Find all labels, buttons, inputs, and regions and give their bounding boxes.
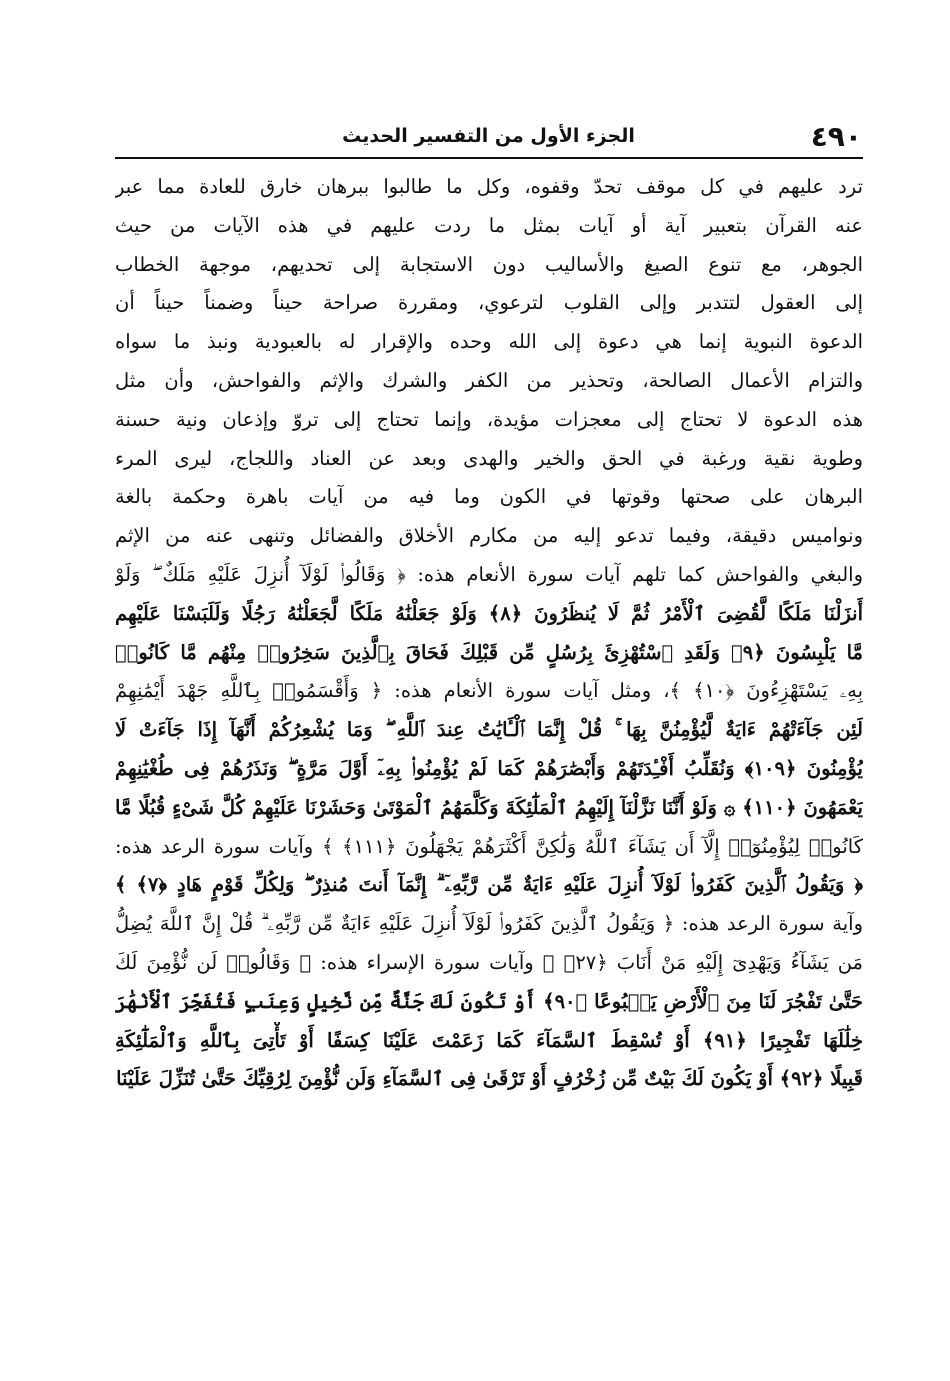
- text-line: إلى العقول لتتدبر وإلى القلوب لترعوي، ومقررة صراحة حيناً وضمناً حيناً أن: [115, 291, 863, 315]
- quran-line: مَّا يَلْبِسُونَ ﴿٩﴾ وَلَقَدِ ٱسْتُهْزِئَ بِرُسُلٍ مِّن قَبْلِكَ فَحَاقَ بِٱلَّذِينَ سَخِرُوا۟ مِنْهُم مَّا كَانُوا۟: [115, 640, 863, 664]
- text-line: مَن يَشَآءُ وَيَهْدِىٓ إِلَيْهِ مَنْ أَنَابَ ﴿٢٧﴾ ﴾ وآيات سورة الإسراء هذه: ﴿ وَقَالُوا۟ لَن نُّؤْمِنَ لَكَ: [115, 950, 863, 974]
- quran-line: خِلَٰلَهَا تَفْجِيرًا ﴿٩١﴾ أَوْ تُسْقِطَ ٱلسَّمَآءَ كَمَا زَعَمْتَ عَلَيْنَا كِسَفًا أَوْ تَأْتِىَ بِٱللَّهِ وَٱلْمَلَٰٓئِكَةِ: [115, 1028, 863, 1052]
- text-line: عنه القرآن بتعبير آية أو آيات بمثل ما ردت عليهم في هذه الآيات من حيث: [115, 213, 863, 237]
- page-number: ٤٩٠: [810, 120, 862, 153]
- quran-line: أَنزَلْنَا مَلَكًا لَّقُضِىَ ٱلْأَمْرُ ثُمَّ لَا يُنظَرُونَ ﴿٨﴾ وَلَوْ جَعَلْنَٰهُ مَلَكًا لَّجَعَلْنَٰهُ رَجُلًا وَلَلَبَسْنَا عَلَيْهِم: [115, 601, 863, 625]
- running-title: الجزء الأول من التفسير الحديث: [342, 125, 635, 147]
- text-line: بِهِۦ يَسْتَهْزِءُونَ ﴿١٠﴾ ﴾، ومثل آيات سورة الأنعام هذه: ﴿ وَأَقْسَمُوا۟ بِٱللَّهِ جَهْدَ أَيْمَٰنِهِمْ: [115, 679, 863, 703]
- text-line: ونواميس دقيقة، وفيما تدعو إليه من مكارم الأخلاق والفضائل وتنهى عنه من الإثم: [115, 524, 863, 548]
- text-line: كَانُوا۟ لِيُؤْمِنُوٓا۟ إِلَّآ أَن يَشَآءَ ٱللَّهُ وَلَٰكِنَّ أَكْثَرَهُمْ يَجْهَلُونَ ﴿١١١﴾ ﴾ وآيات سورة الرعد هذه:: [115, 834, 863, 858]
- page-header: [115, 118, 862, 158]
- text-line: والبغي والفواحش كما تلهم آيات سورة الأنعام هذه: ﴿ وَقَالُوا۟ لَوْلَآ أُنزِلَ عَلَيْهِ مَلَكٌ ۖ وَلَوْ: [115, 562, 863, 586]
- text-line: هذه الدعوة لا تحتاج إلى معجزات مؤيدة، وإنما تحتاج إلى تروّ وإذعان ونية حسنة: [115, 407, 863, 431]
- quran-line: حَتَّىٰ تَفْجُرَ لَنَا مِنَ ٱلْأَرْضِ يَنۢبُوعًا ﴿٩٠﴾ أَوْ تَكُونَ لَكَ جَنَّةٌ مِّن نَّخِيلٍ وَعِنَبٍ فَتُفَجِّرَ ٱلْأَنْهَٰرَ: [115, 989, 863, 1013]
- header-rule: [115, 157, 863, 159]
- text-line: ترد عليهم في كل موقف تحدّ وقفوه، وكل ما طالبوا ببرهان خارق للعادة مما عبر: [115, 175, 863, 198]
- text-line: البرهان على صحتها وقوتها في الكون وما فيه من آيات باهرة وحكمة بالغة: [115, 485, 863, 509]
- quran-line: ﴿ وَيَقُولُ ٱلَّذِينَ كَفَرُوا۟ لَوْلَآ أُنزِلَ عَلَيْهِ ءَايَةٌ مِّن رَّبِّهِۦٓ ۗ إِنَّمَآ أَنتَ مُنذِرٌ ۖ وَلِكُلِّ قَوْمٍ هَادٍ ﴿٧﴾ ﴾: [115, 873, 863, 897]
- quran-line: يُؤْمِنُونَ ﴿١٠٩﴾ وَنُقَلِّبُ أَفْـِٔدَتَهُمْ وَأَبْصَٰرَهُمْ كَمَا لَمْ يُؤْمِنُوا۟ بِهِۦٓ أَوَّلَ مَرَّةٍ ۖ وَنَذَرُهُمْ فِى طُغْيَٰنِهِمْ: [115, 756, 863, 780]
- body-text: [115, 168, 863, 1099]
- text-line: وآية سورة الرعد هذه: ﴿ وَيَقُولُ ٱلَّذِينَ كَفَرُوا۟ لَوْلَآ أُنزِلَ عَلَيْهِ ءَايَةٌ مِّن رَّبِّهِۦ ۗ قُلْ إِنَّ ٱللَّهَ يُضِلُّ: [115, 912, 863, 936]
- quran-line: لَئِن جَآءَتْهُمْ ءَايَةٌ لَّيُؤْمِنُنَّ بِهَا ۚ قُلْ إِنَّمَا ٱلْـَٔايَٰتُ عِندَ ٱللَّهِ ۖ وَمَا يُشْعِرُكُمْ أَنَّهَآ إِذَا جَآءَتْ لَا: [115, 718, 863, 742]
- text-line: وطوية نقية ورغبة في الحق والخير والهدى وبعد عن العناد واللجاج، ليرى المرء: [115, 446, 863, 470]
- text-line: والتزام الأعمال الصالحة، وتحذير من الكفر والشرك والإثم والفواحش، وأن مثل: [115, 368, 863, 392]
- quran-line: يَعْمَهُونَ ﴿١١٠﴾ ۞ وَلَوْ أَنَّنَا نَزَّلْنَآ إِلَيْهِمُ ٱلْمَلَٰٓئِكَةَ وَكَلَّمَهُمُ ٱلْمَوْتَىٰ وَحَشَرْنَا عَلَيْهِمْ كُلَّ شَىْءٍ قُبُلًا مَّا: [115, 795, 863, 819]
- text-line: الدعوة النبوية إنما هي دعوة إلى الله وحده والإقرار له بالعبودية ونبذ ما سواه: [115, 330, 863, 354]
- quran-line: قَبِيلًا ﴿٩٢﴾ أَوْ يَكُونَ لَكَ بَيْتٌ مِّن زُخْرُفٍ أَوْ تَرْقَىٰ فِى ٱلسَّمَآءِ وَلَن نُّؤْمِنَ لِرُقِيِّكَ حَتَّىٰ تُنَزِّلَ عَلَيْنَا: [116, 1067, 863, 1091]
- text-line: الجوهر، مع تنوع الصيغ والأساليب دون الاستجابة إلى تحديهم، موجهة الخطاب: [115, 252, 863, 276]
